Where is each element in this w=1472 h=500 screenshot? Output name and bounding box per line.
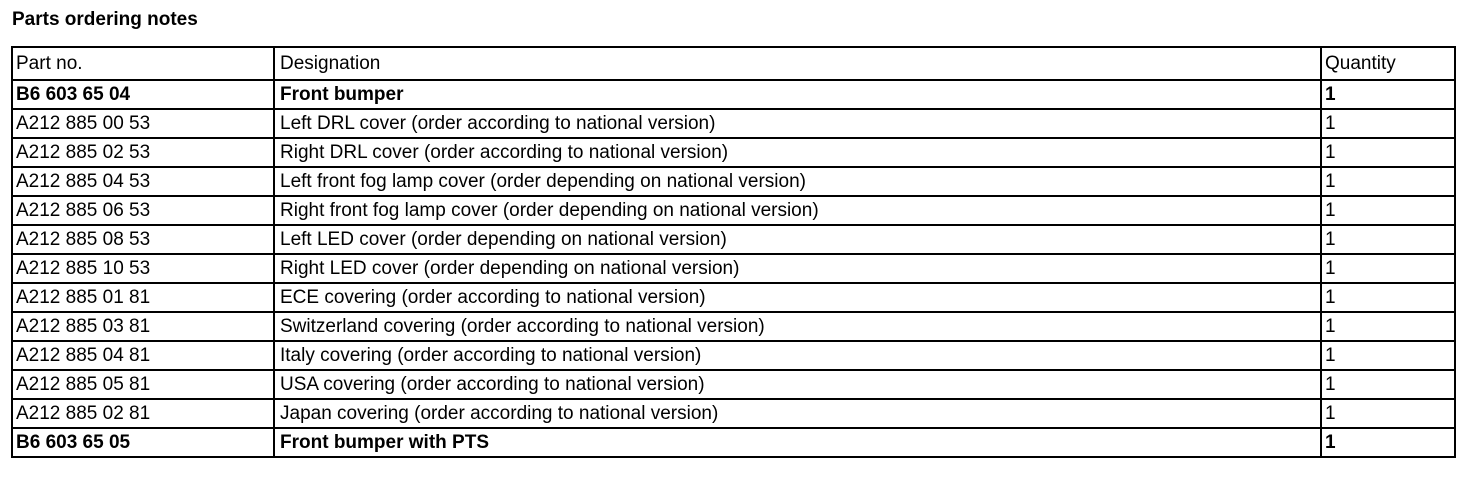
table-row [12, 428, 1455, 457]
quantity-cell: 1 [1321, 254, 1455, 283]
part-number-cell: A212 885 04 81 [12, 341, 274, 370]
part-number-cell: A212 885 02 53 [12, 138, 274, 167]
column-header-designation: Designation [274, 47, 1321, 80]
part-number-cell: B6 603 65 05 [12, 428, 274, 457]
table-row [12, 312, 1455, 341]
table-row [12, 167, 1455, 196]
quantity-cell: 1 [1321, 341, 1455, 370]
table-header-row [12, 47, 1455, 80]
designation-cell: ECE covering (order according to national version) [274, 283, 1321, 312]
table-row [12, 138, 1455, 167]
quantity-cell: 1 [1321, 428, 1455, 457]
part-number-cell: A212 885 06 53 [12, 196, 274, 225]
page-title: Parts ordering notes [12, 9, 198, 30]
quantity-cell: 1 [1321, 399, 1455, 428]
designation-cell: Front bumper [274, 80, 1321, 109]
part-number-cell: A212 885 03 81 [12, 312, 274, 341]
quantity-cell: 1 [1321, 370, 1455, 399]
table-row [12, 225, 1455, 254]
table-row [12, 341, 1455, 370]
quantity-cell: 1 [1321, 196, 1455, 225]
part-number-cell: A212 885 02 81 [12, 399, 274, 428]
designation-cell: Front bumper with PTS [274, 428, 1321, 457]
part-number-cell: A212 885 01 81 [12, 283, 274, 312]
parts-table-body [12, 80, 1455, 457]
designation-cell: Left front fog lamp cover (order depending on national version) [274, 167, 1321, 196]
column-header-quantity: Quantity [1321, 47, 1455, 80]
part-number-cell: A212 885 05 81 [12, 370, 274, 399]
designation-cell: Switzerland covering (order according to national version) [274, 312, 1321, 341]
table-row [12, 196, 1455, 225]
table-row [12, 283, 1455, 312]
designation-cell: Right LED cover (order depending on national version) [274, 254, 1321, 283]
designation-cell: Italy covering (order according to national version) [274, 341, 1321, 370]
designation-cell: USA covering (order according to national version) [274, 370, 1321, 399]
designation-cell: Japan covering (order according to national version) [274, 399, 1321, 428]
quantity-cell: 1 [1321, 312, 1455, 341]
quantity-cell: 1 [1321, 283, 1455, 312]
quantity-cell: 1 [1321, 225, 1455, 254]
column-header-part-no: Part no. [12, 47, 274, 80]
table-row [12, 370, 1455, 399]
table-row [12, 80, 1455, 109]
designation-cell: Right front fog lamp cover (order depending on national version) [274, 196, 1321, 225]
table-row [12, 109, 1455, 138]
part-number-cell: A212 885 08 53 [12, 225, 274, 254]
part-number-cell: A212 885 04 53 [12, 167, 274, 196]
designation-cell: Left DRL cover (order according to national version) [274, 109, 1321, 138]
table-row [12, 399, 1455, 428]
parts-table [11, 46, 1456, 458]
table-row [12, 254, 1455, 283]
part-number-cell: A212 885 00 53 [12, 109, 274, 138]
part-number-cell: B6 603 65 04 [12, 80, 274, 109]
quantity-cell: 1 [1321, 109, 1455, 138]
part-number-cell: A212 885 10 53 [12, 254, 274, 283]
quantity-cell: 1 [1321, 167, 1455, 196]
designation-cell: Left LED cover (order depending on national version) [274, 225, 1321, 254]
designation-cell: Right DRL cover (order according to national version) [274, 138, 1321, 167]
quantity-cell: 1 [1321, 80, 1455, 109]
quantity-cell: 1 [1321, 138, 1455, 167]
